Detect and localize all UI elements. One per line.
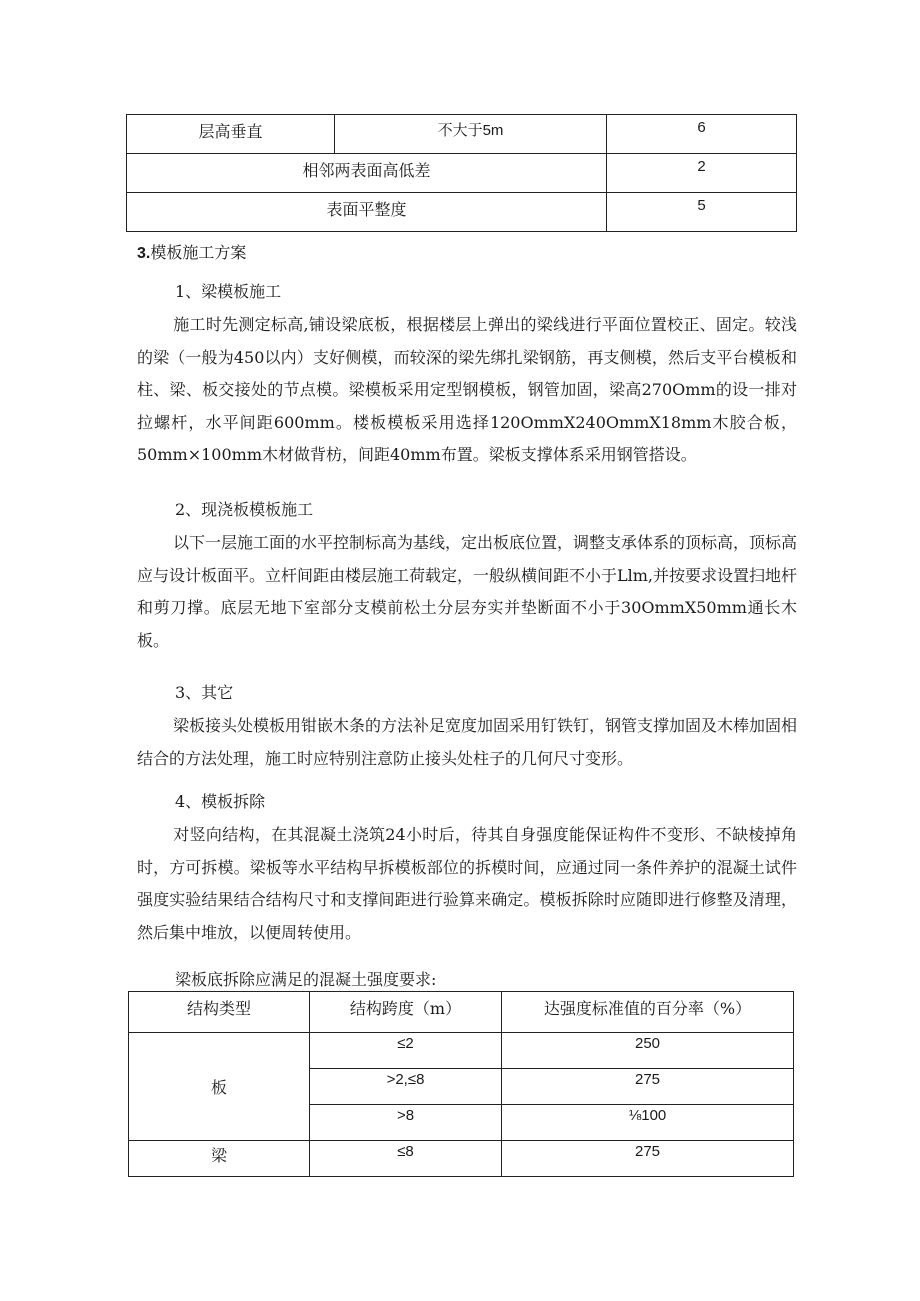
table-row xyxy=(127,193,797,232)
table-cell: ≤2 xyxy=(310,1033,502,1069)
table-row xyxy=(127,154,797,193)
table-cell: 梁 xyxy=(129,1141,310,1177)
table-row xyxy=(127,115,797,154)
subsection-title: 4、模板拆除 xyxy=(175,792,266,811)
column-header: 达强度标准值的百分率（%） xyxy=(502,992,794,1033)
subsection-title: 3、其它 xyxy=(175,683,234,702)
table-row xyxy=(129,1141,794,1177)
paragraph xyxy=(137,710,797,775)
table-cell: 相邻两表面高低差 xyxy=(127,154,607,193)
table-cell: 5 xyxy=(607,193,797,232)
paragraph-text: 梁板接头处模板用钳嵌木条的方法补足宽度加固采用钉铁钉，钢管支撑加固及木棒加固相结合的方法处理，施工时应特别注意防止接头处柱子的几何尺寸变形。 xyxy=(137,716,798,768)
column-header: 结构类型 xyxy=(129,992,310,1033)
tolerance-table xyxy=(126,114,797,232)
section-title: 模板施工方案 xyxy=(150,243,247,262)
table-cell: 275 xyxy=(502,1141,794,1177)
subsection-title: 2、现浇板模板施工 xyxy=(175,500,314,519)
column-header: 结构跨度（m） xyxy=(310,992,502,1033)
table-header-row xyxy=(129,992,794,1033)
section-heading xyxy=(137,240,246,263)
table-cell: 层高垂直 xyxy=(127,115,335,154)
section-number: 3. xyxy=(137,245,151,262)
table-cell: 2 xyxy=(607,154,797,193)
paragraph xyxy=(137,309,797,472)
table-cell: 不大于5m xyxy=(335,115,607,154)
paragraph xyxy=(137,527,797,657)
table-cell: 表面平整度 xyxy=(127,193,607,232)
table-cell: 275 xyxy=(502,1069,794,1105)
table-cell: >2,≤8 xyxy=(310,1069,502,1105)
table-cell: 250 xyxy=(502,1033,794,1069)
paragraph-text: 施工时先测定标高,铺设梁底板，根据楼层上弹出的梁线进行平面位置校正、固定。较浅的梁（一般为450以内）支好侧模，而较深的梁先绑扎梁钢筋，再支侧模，然后支平台模板和柱、梁、板交接处的节点模。梁模板采用定型钢模板，钢管加固，梁高270Omm的设一排对拉螺杆，水平间距600mm。楼板模板采用选择120OmmX240OmmX18mm木胶合板，50mm×100mm木材做背枋，间距40mm布置。梁板支撑体系采用钢管搭设。 xyxy=(137,315,797,464)
paragraph-text: 对竖向结构，在其混凝土浇筑24小时后，待其自身强度能保证构件不变形、不缺棱掉角时，方可拆模。梁板等水平结构早拆模板部位的拆模时间，应通过同一条件养护的混凝土试件强度实验结果结合结构尺寸和支撑间距进行验算来确定。模板拆除时应随即进行修整及清理，然后集中堆放，以便周转使用。 xyxy=(137,825,797,942)
table-caption: 梁板底拆除应满足的混凝土强度要求: xyxy=(175,970,437,989)
table-cell: 6 xyxy=(607,115,797,154)
table-cell: ⅛100 xyxy=(502,1105,794,1141)
paragraph-text: 以下一层施工面的水平控制标高为基线，定出板底位置，调整支承体系的顶标高，顶标高应与设计板面平。立杆间距由楼层施工荷载定，一般纵横间距不小于Llm,并按要求设置扫地杆和剪刀撑。底层无地下室部分支模前松土分层夯实并垫断面不小于30OmmX50mm通长木板。 xyxy=(137,533,798,650)
paragraph xyxy=(137,819,797,949)
table-cell: 板 xyxy=(129,1033,310,1141)
table-cell: >8 xyxy=(310,1105,502,1141)
subsection-title: 1、梁模板施工 xyxy=(175,282,282,301)
strength-table xyxy=(128,991,794,1177)
table-cell: ≤8 xyxy=(310,1141,502,1177)
table-row xyxy=(129,1033,794,1069)
